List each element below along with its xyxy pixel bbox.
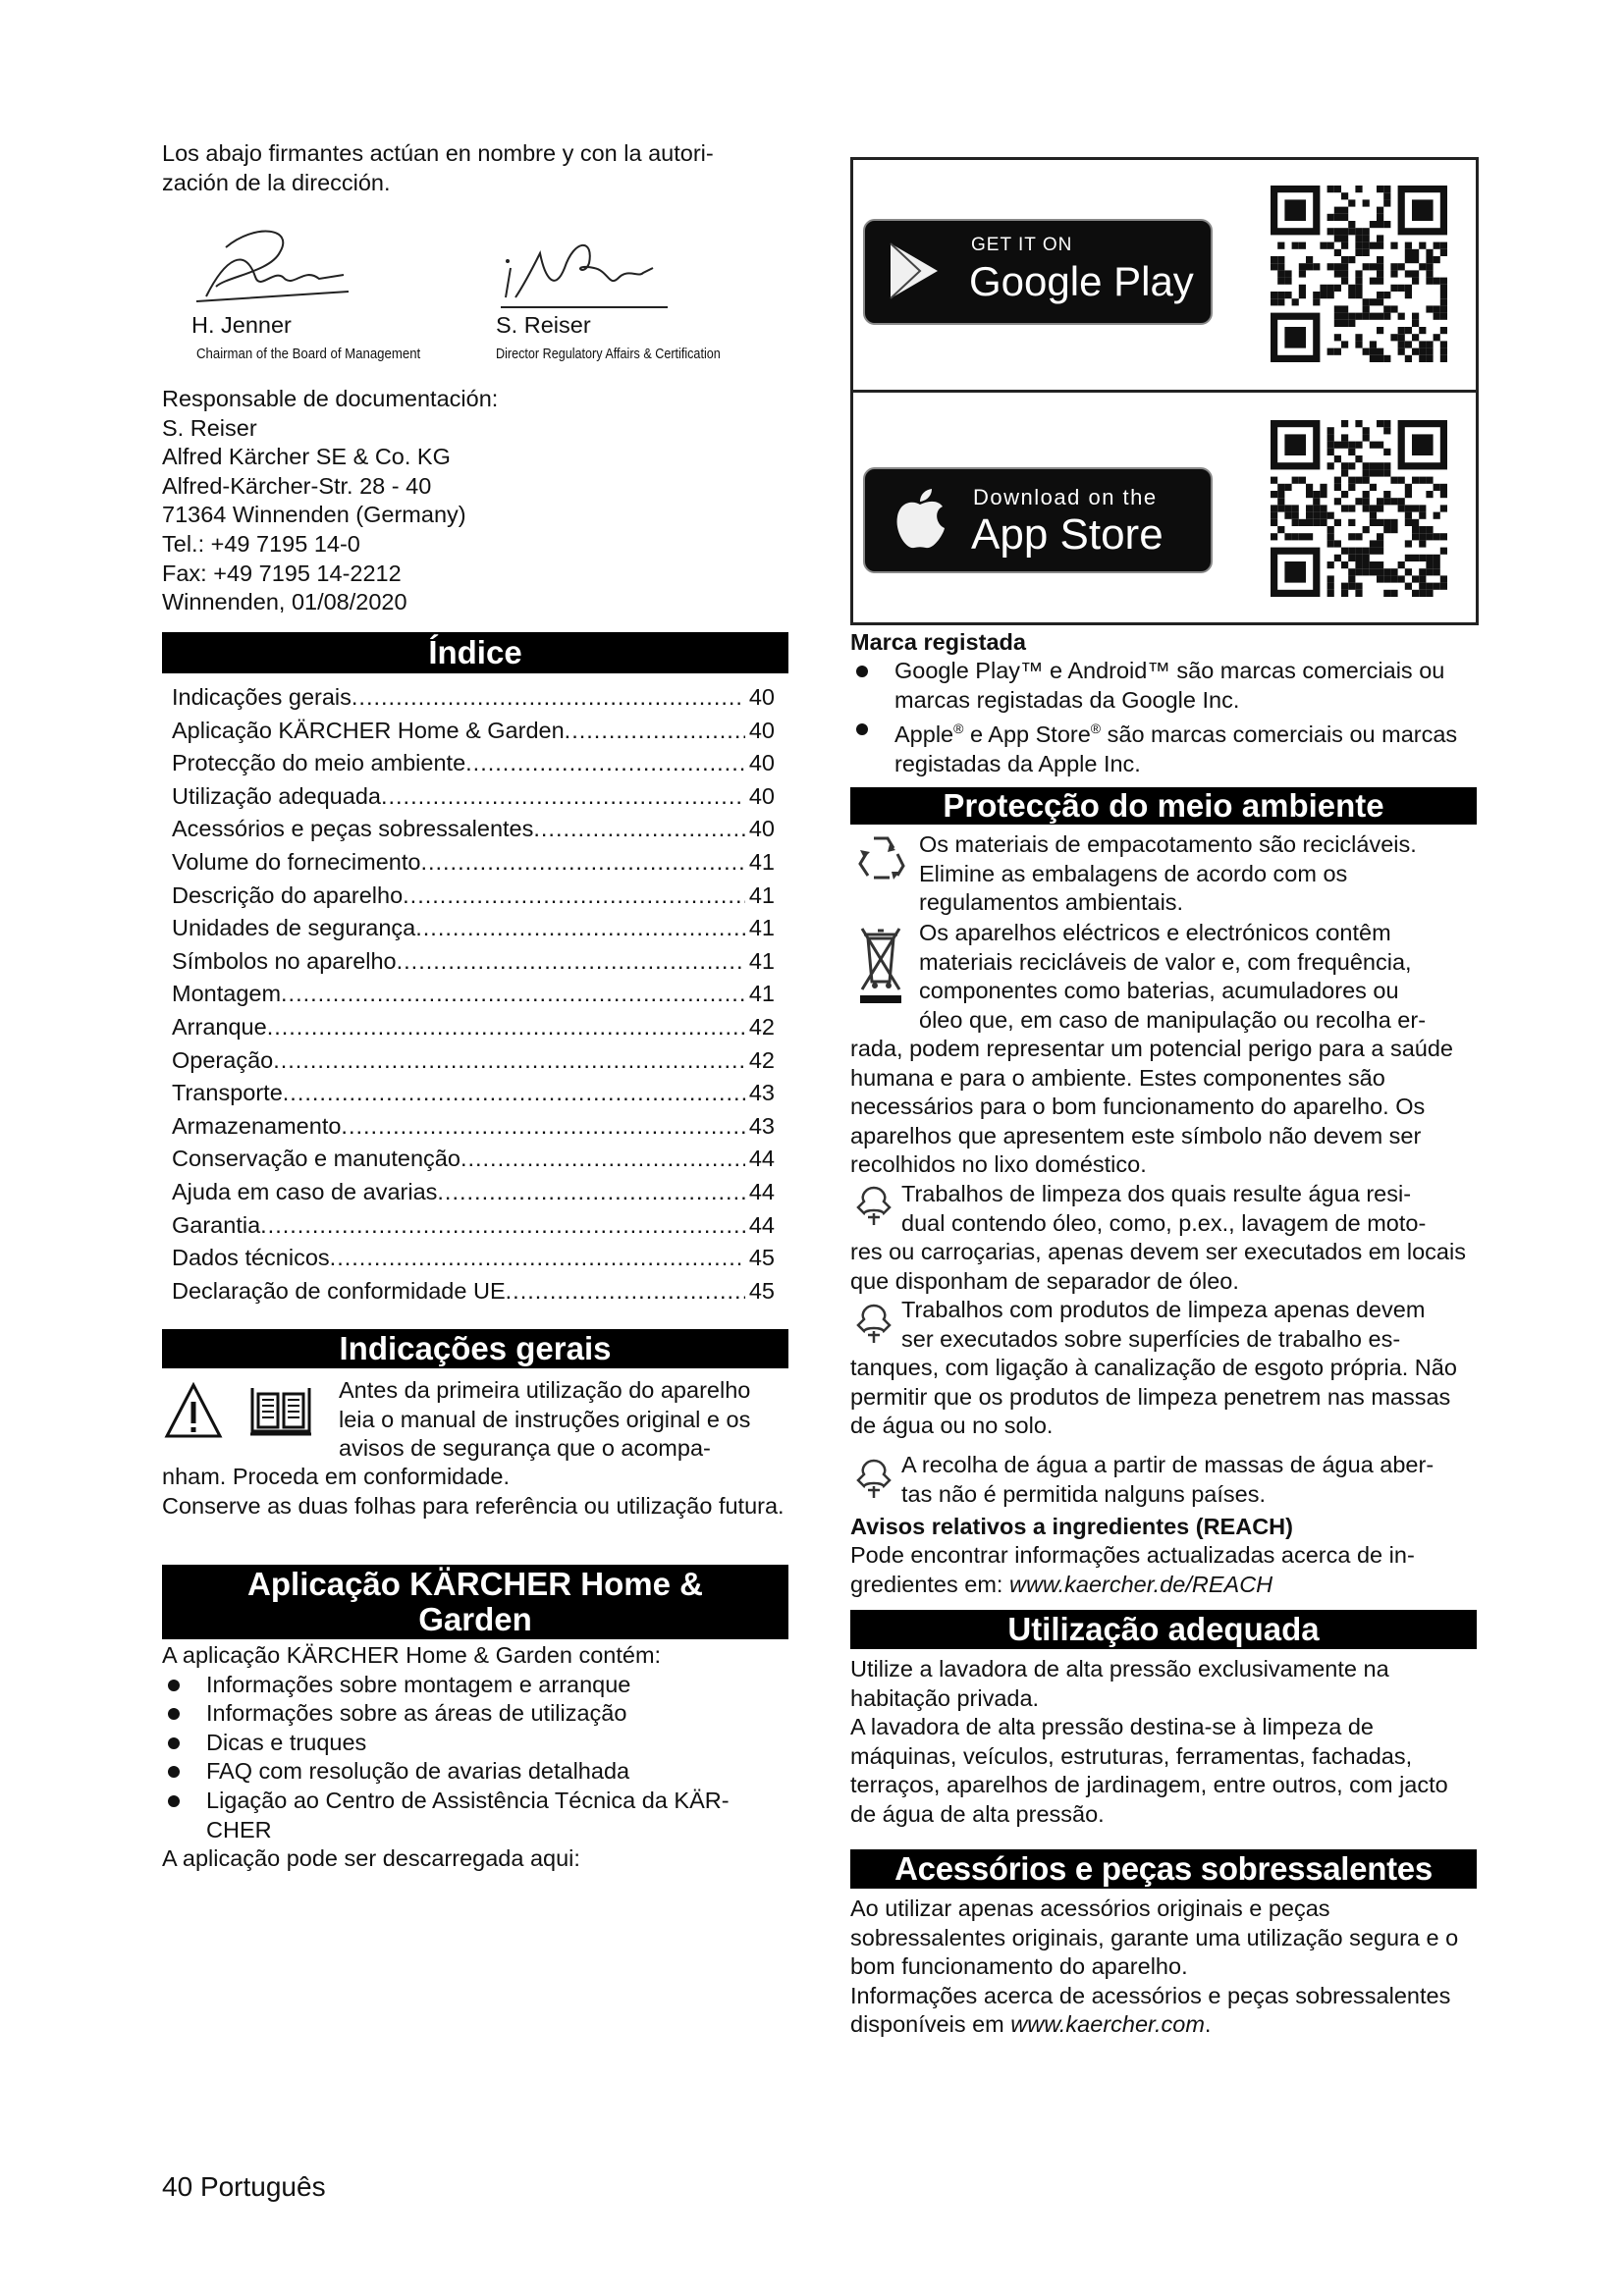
environment-paragraph-2 xyxy=(919,919,1484,1035)
toc-item-page: 45 xyxy=(748,1277,775,1304)
google-play-small-text: GET IT ON xyxy=(971,235,1073,255)
toc-item[interactable] xyxy=(162,813,788,846)
toc-item[interactable] xyxy=(162,715,788,748)
use-paragraph: A lavadora de alta pressão destina-se à limpeza de máquinas, veículos, estruturas, ferramentas, fachadas, terraços, aparelhos de jardinagem, entre outros, com jacto de água de alta pressão. xyxy=(850,1714,1448,1827)
toc-item-label: Aplicação KÄRCHER Home & Garden xyxy=(172,717,565,743)
toc-item[interactable] xyxy=(162,880,788,913)
toc-item[interactable] xyxy=(162,1044,788,1078)
toc-heading: Índice xyxy=(162,632,788,673)
toc-leader xyxy=(341,1110,744,1144)
toc-item-label: Conservação e manutenção xyxy=(172,1146,460,1172)
toc-item-page: 45 xyxy=(748,1245,775,1271)
page-number: 40 xyxy=(162,2171,193,2202)
toc-item[interactable] xyxy=(162,978,788,1011)
toc-item-page: 40 xyxy=(748,816,775,842)
toc-leader xyxy=(267,1011,745,1044)
toc-item[interactable] xyxy=(162,1077,788,1110)
toc-leader xyxy=(437,1176,744,1209)
toc-item-page: 41 xyxy=(748,881,775,908)
toc-item-label: Montagem xyxy=(172,981,282,1007)
env-line: Os aparelhos eléctricos e electrónicos contêm xyxy=(919,920,1391,945)
toc-leader xyxy=(352,681,745,715)
toc-leader xyxy=(273,1044,745,1078)
toc-item-label: Descrição do aparelho xyxy=(172,881,404,908)
trademark-apple-rest: são marcas comerciais ou marcas registadas da Apple Inc. xyxy=(894,721,1458,776)
toc-item-page: 40 xyxy=(748,684,775,710)
app-bullet: Informações sobre montagem e arranque xyxy=(162,1671,790,1700)
responsible-line: S. Reiser xyxy=(162,414,257,441)
toc-item-page: 44 xyxy=(748,1211,775,1238)
app-bullet: Dicas e truques xyxy=(162,1729,790,1758)
environment-paragraph-5 xyxy=(901,1451,1484,1509)
toc-item-label: Armazenamento xyxy=(172,1112,342,1139)
toc-leader xyxy=(330,1242,745,1275)
toc-item-label: Declaração de conformidade UE xyxy=(172,1277,506,1304)
toc-item[interactable] xyxy=(162,1275,788,1308)
toc-item[interactable] xyxy=(162,945,788,979)
google-play-box xyxy=(850,157,1479,393)
app-store-badge[interactable] xyxy=(863,467,1213,573)
env-line: A recolha de água a partir de massas de água aber- xyxy=(901,1452,1435,1477)
app-bullet: Informações sobre as áreas de utilização xyxy=(162,1699,790,1729)
general-heading: Indicações gerais xyxy=(162,1329,788,1368)
toc-leader xyxy=(381,780,745,814)
env-line: óleo que, em caso de manipulação ou recolha er- xyxy=(919,1006,1427,1033)
footer-language: Português xyxy=(199,2171,326,2202)
app-store-small-text: Download on the xyxy=(973,485,1158,509)
toc-item-page: 42 xyxy=(748,1046,775,1073)
signatories-intro: Los abajo firmantes actúan en nombre y con la autori- zación de la dirección. xyxy=(162,140,714,195)
general-keep-text: Conserve as duas folhas para referência ou utilização futura. xyxy=(162,1493,785,1519)
accessories-heading: Acessórios e peças sobressalentes xyxy=(850,1849,1477,1889)
environment-paragraph-4 xyxy=(901,1296,1484,1354)
env-line: materiais recicláveis de valor e, com frequência, xyxy=(919,948,1412,975)
env-line: dual contendo óleo, como, p.ex., lavagem de moto- xyxy=(901,1209,1427,1236)
toc-item-page: 40 xyxy=(748,717,775,743)
general-line: leia o manual de instruções original e os xyxy=(339,1406,751,1432)
app-store-qr-code[interactable] xyxy=(1271,420,1447,597)
toc-item-page: 41 xyxy=(748,947,775,974)
app-bullet: Ligação ao Centro de Assistência Técnica da KÄR- CHER xyxy=(162,1787,790,1844)
toc-leader xyxy=(403,880,745,913)
toc-item-page: 44 xyxy=(748,1178,775,1204)
toc-leader xyxy=(465,747,745,780)
toc-item[interactable] xyxy=(162,1242,788,1275)
toc-item-label: Ajuda em caso de avarias xyxy=(172,1178,438,1204)
accessories-text xyxy=(850,1895,1479,2040)
responsible-line: Tel.: +49 7195 14-0 xyxy=(162,530,360,557)
app-store-box xyxy=(850,390,1479,625)
accessories-paragraph: Informações acerca de acessórios e peças sobressalentes disponíveis em xyxy=(850,1982,1451,2038)
manual-book-icon xyxy=(248,1382,313,1439)
environment-paragraph-2-rest: rada, podem representar um potencial perigo para a saúde humana e para o ambiente. Estes componentes são necessários para o bom funcionamento do aparelho. Os aparelhos que apresentem este símbolo não devem ser recolhidos no lixo doméstico. xyxy=(850,1036,1453,1178)
apple-logo-icon xyxy=(893,487,947,552)
toc-item-label: Garantia xyxy=(172,1211,261,1238)
app-download-text: A aplicação pode ser descarregada aqui: xyxy=(162,1845,580,1872)
responsible-line: Alfred Kärcher SE & Co. KG xyxy=(162,444,451,470)
signature-jenner xyxy=(187,218,353,311)
toc-leader xyxy=(397,945,745,979)
toc-item-label: Símbolos no aparelho xyxy=(172,947,397,974)
environment-paragraph-4-rest: tanques, com ligação à canalização de esgoto própria. Não permitir que os produtos de limpeza penetrem nas massas de água ou no solo. xyxy=(850,1355,1457,1439)
weee-bin-icon xyxy=(858,925,903,1005)
trademark-apple: Apple xyxy=(894,721,954,748)
toc-leader xyxy=(281,978,745,1011)
toc-item-label: Transporte xyxy=(172,1080,283,1106)
toc-leader xyxy=(420,846,744,880)
responsible-block xyxy=(162,385,498,617)
toc-item-label: Acessórios e peças sobressalentes xyxy=(172,816,534,842)
kaercher-link[interactable]: www.kaercher.com xyxy=(1010,2011,1205,2038)
accessories-paragraph: Ao utilizar apenas acessórios originais e peças sobressalentes originais, garante uma utilização segura e o bom funcionamento do aparelho. xyxy=(850,1896,1459,1980)
water-tap-icon xyxy=(854,1302,893,1345)
google-play-icon xyxy=(887,240,942,301)
toc-leader xyxy=(260,1209,745,1243)
toc-item-label: Operação xyxy=(172,1046,274,1073)
trademark-list xyxy=(850,657,1479,778)
general-text-beside xyxy=(339,1376,800,1464)
toc-leader xyxy=(533,813,745,846)
toc-item[interactable] xyxy=(162,681,788,715)
general-line: Antes da primeira utilização do aparelho xyxy=(339,1377,751,1403)
recycling-icon xyxy=(854,830,907,883)
toc-item-label: Unidades de segurança xyxy=(172,915,416,941)
responsible-line: Alfred-Kärcher-Str. 28 - 40 xyxy=(162,472,432,499)
toc-item[interactable] xyxy=(162,1110,788,1144)
toc-leader xyxy=(283,1077,745,1110)
environment-heading: Protecção do meio ambiente xyxy=(850,787,1477,825)
toc-item[interactable] xyxy=(162,1209,788,1243)
signature-reiser xyxy=(496,224,673,312)
trademark-heading: Marca registada xyxy=(850,629,1026,655)
reach-text xyxy=(850,1541,1479,1599)
toc-item-page: 42 xyxy=(748,1013,775,1040)
warning-triangle-icon xyxy=(164,1382,223,1439)
signer-right-name: S. Reiser xyxy=(496,312,591,338)
app-bullet: FAQ com resolução de avarias detalhada xyxy=(162,1757,790,1787)
accessories-period: . xyxy=(1204,2011,1212,2038)
toc-leader xyxy=(565,715,745,748)
environment-paragraph-1: Os materiais de empacotamento são recicláveis. Elimine as embalagens de acordo com os regulamentos ambientais. xyxy=(919,831,1417,916)
reach-heading: Avisos relativos a ingredientes (REACH) xyxy=(850,1514,1293,1539)
env-line: componentes como baterias, acumuladores ou xyxy=(919,978,1399,1004)
app-heading-line: Garden xyxy=(418,1601,532,1637)
app-block xyxy=(162,1641,790,1874)
toc-item[interactable] xyxy=(162,1011,788,1044)
env-line: ser executados sobre superfícies de trabalho es- xyxy=(901,1325,1401,1352)
toc-item-label: Protecção do meio ambiente xyxy=(172,750,466,776)
responsible-line: 71364 Winnenden (Germany) xyxy=(162,502,466,528)
toc-item-page: 43 xyxy=(748,1080,775,1106)
toc-item-page: 41 xyxy=(748,981,775,1007)
toc-item[interactable] xyxy=(162,747,788,780)
google-play-qr-code[interactable] xyxy=(1271,186,1447,362)
toc-item-label: Dados técnicos xyxy=(172,1245,330,1271)
use-heading: Utilização adequada xyxy=(850,1610,1477,1649)
toc-list xyxy=(162,681,788,1308)
environment-paragraph-3 xyxy=(901,1180,1484,1238)
registered-mark: ® xyxy=(1090,721,1102,737)
footer xyxy=(162,2171,326,2203)
use-paragraph: Utilize a lavadora de alta pressão exclusivamente na habitação privada. xyxy=(850,1656,1389,1711)
environment-paragraph-3-rest: res ou carroçarias, apenas devem ser executados em locais que disponham de separador de óleo. xyxy=(850,1239,1466,1294)
toc-leader xyxy=(415,912,745,945)
toc-item[interactable] xyxy=(162,1176,788,1209)
reach-link[interactable]: www.kaercher.de/REACH xyxy=(1008,1571,1273,1597)
toc-leader xyxy=(506,1275,745,1308)
toc-item[interactable] xyxy=(162,846,788,880)
app-heading-line: Aplicação KÄRCHER Home & xyxy=(247,1566,703,1602)
water-tap-icon xyxy=(854,1457,893,1500)
toc-item-label: Indicações gerais xyxy=(172,684,352,710)
toc-item-page: 40 xyxy=(748,750,775,776)
trademark-item xyxy=(850,715,1479,778)
toc-item-page: 43 xyxy=(748,1112,775,1139)
responsible-line: Winnenden, 01/08/2020 xyxy=(162,589,407,615)
toc-item-label: Arranque xyxy=(172,1013,267,1040)
google-play-badge[interactable] xyxy=(863,219,1213,325)
use-text xyxy=(850,1655,1479,1830)
general-text-rest: nham. Proceda em conformidade. xyxy=(162,1464,510,1489)
toc-item[interactable] xyxy=(162,912,788,945)
trademark-item: Google Play™ e Android™ são marcas comerciais ou marcas registadas da Google Inc. xyxy=(850,657,1479,715)
google-play-big-text: Google Play xyxy=(969,258,1194,304)
env-line: Trabalhos de limpeza dos quais resulte água resi- xyxy=(901,1181,1412,1206)
toc-item-label: Volume do fornecimento xyxy=(172,848,421,875)
toc-item[interactable] xyxy=(162,780,788,814)
toc-item-label: Utilização adequada xyxy=(172,782,381,809)
registered-mark: ® xyxy=(953,721,964,737)
app-heading xyxy=(162,1565,788,1639)
responsible-line: Fax: +49 7195 14-2212 xyxy=(162,560,402,586)
reach-line: Pode encontrar informações actualizadas acerca de in- xyxy=(850,1542,1415,1568)
toc-item-page: 40 xyxy=(748,782,775,809)
env-line: tas não é permitida nalguns países. xyxy=(901,1480,1267,1507)
signer-left-title: Chairman of the Board of Management xyxy=(196,346,421,362)
general-line: avisos de segurança que o acompa- xyxy=(339,1435,711,1462)
trademark-appstore: e App Store xyxy=(963,721,1091,748)
toc-item-page: 44 xyxy=(748,1146,775,1172)
signer-right-title: Director Regulatory Affairs & Certification xyxy=(496,346,721,362)
signer-left-name: H. Jenner xyxy=(191,312,292,338)
reach-line: gredientes em: xyxy=(850,1571,1009,1597)
toc-item-page: 41 xyxy=(748,915,775,941)
env-line: Trabalhos com produtos de limpeza apenas devem xyxy=(901,1297,1426,1322)
toc-item-page: 41 xyxy=(748,848,775,875)
toc-item[interactable] xyxy=(162,1143,788,1176)
toc-leader xyxy=(460,1143,745,1176)
app-intro: A aplicação KÄRCHER Home & Garden contém: xyxy=(162,1642,662,1668)
responsible-line: Responsable de documentación: xyxy=(162,386,499,411)
app-store-big-text: App Store xyxy=(971,510,1164,559)
water-tap-icon xyxy=(854,1184,893,1227)
